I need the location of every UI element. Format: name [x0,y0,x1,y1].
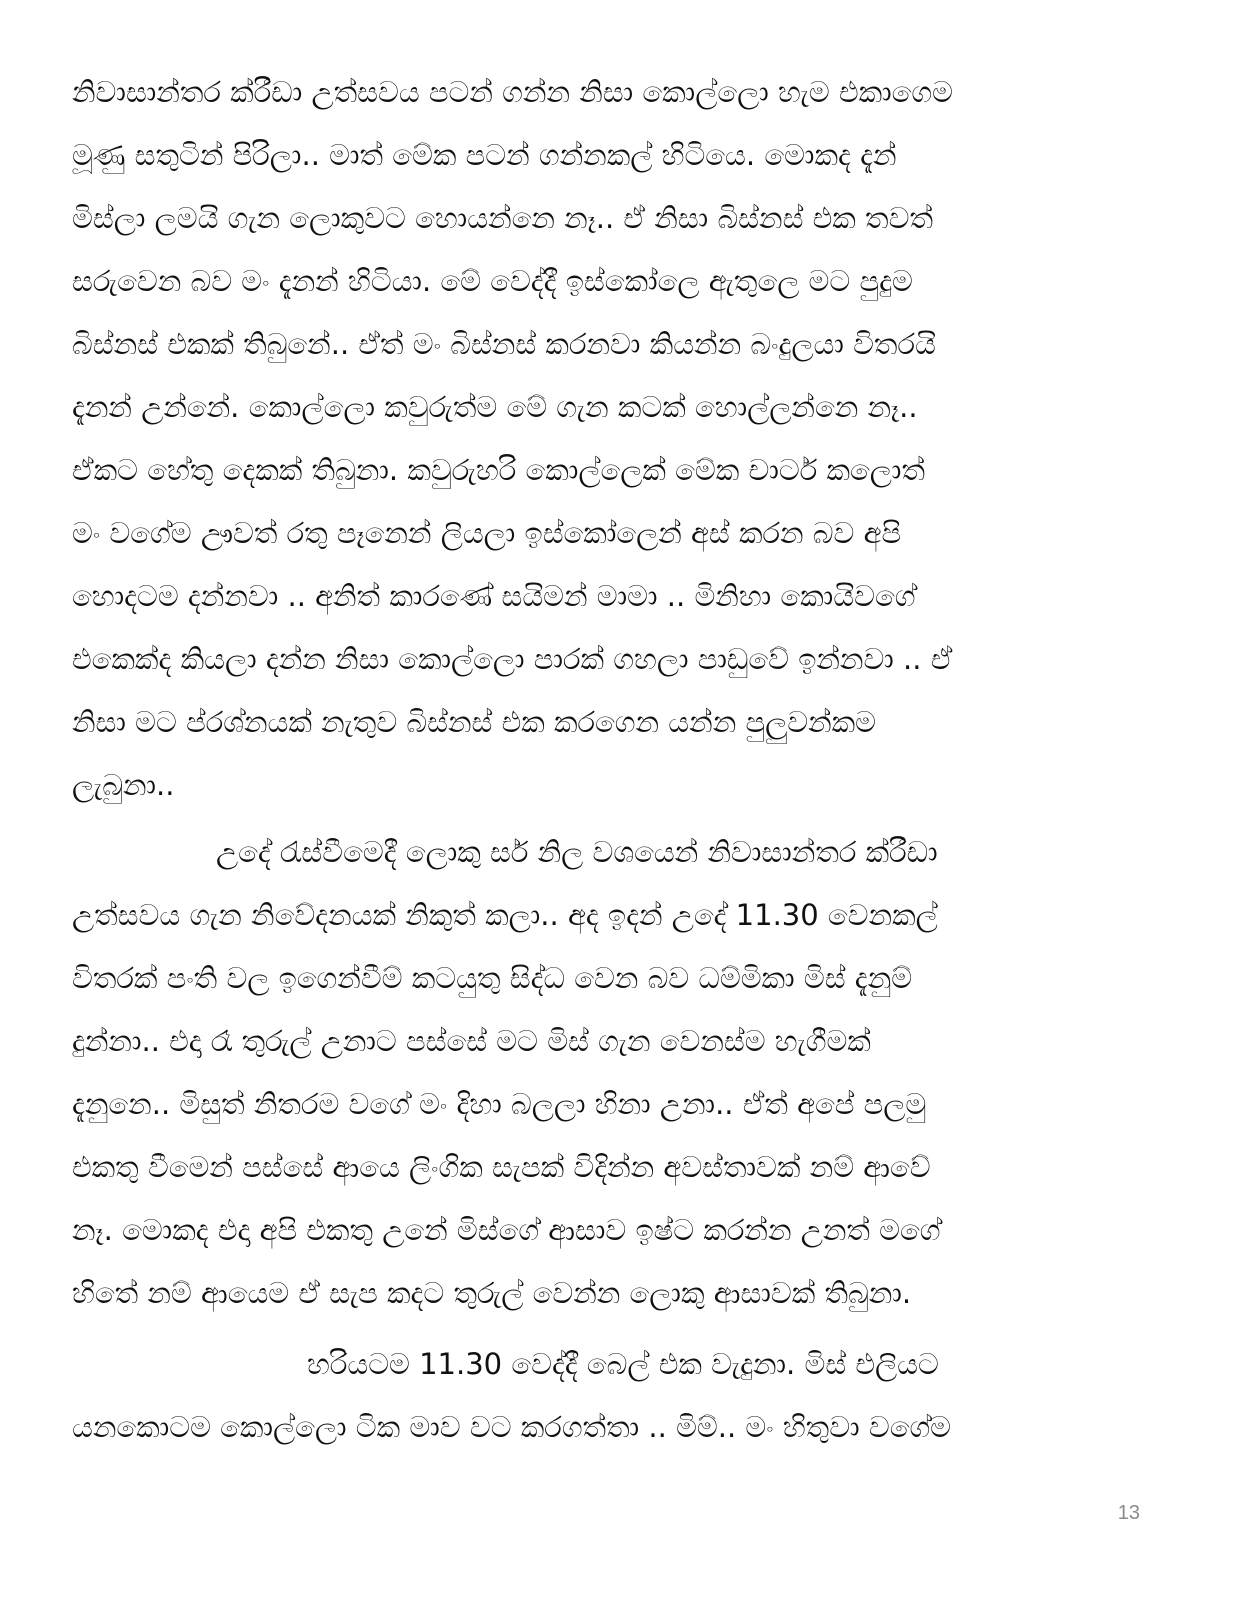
body-line-15: විතරක් පංති වල ඉගෙන්වීම් කටයුතු සිද්ධ වෙන බව ධම්මිකා මිස් දැනුම් [72,961,913,995]
body-line-19: නෑ. මොකද එදා අපි එකතු උනේ මිස්ගේ ආසාව ඉෂ්ට කරන්න උනත් මගේ [72,1213,941,1247]
body-line-22: යනකොටම කොල්ලො ටික මාව වට කරගත්තා .. මිම්.. මං හිතුවා වගේම [72,1410,952,1444]
body-line-4: සරුවෙන බව මං දැනන් හිටියා. මේ වෙද්දී ඉස්කෝලෙ ඇතුලෙ මට පුදුම [72,264,913,298]
body-line-5: බිස්නස් එකක් තිබුනේ.. ඒත් මං බිස්නස් කරනවා කියන්න බංදුලයා විතරයි [72,327,936,361]
body-line-3: මිස්ලා ලමයි ගැන ලොකුවට හොයන්නෙ නෑ.. ඒ නිසා බිස්නස් එක තවත් [72,201,933,235]
body-line-11: නිසා මට ප්රශ්නයක් නැතුව බිස්නස් එක කරගෙන යන්න පුලුවන්කම [72,705,877,739]
body-line-20: හිතේ නම් ආයෙම ඒ සැප කදට තුරුල් වෙන්න ලොකු ආසාවක් තිබුනා. [72,1276,912,1310]
body-line-16: දුන්නා.. එදා රෑ තුරුල් උනාට පස්සේ මට මිස් ගැන වෙනස්ම හැගීමක් [72,1024,871,1058]
page-number: 13 [1117,1502,1140,1524]
body-line-10: එකෙක්ද කියලා දන්න නිසා කොල්ලො පාරක් ගහලා පාඩුවේ ඉන්නවා .. ඒ [72,642,953,676]
body-line-12: ලැබුනා.. [72,768,175,802]
body-line-6: දැනන් උන්නේ. කොල්ලො කවුරුත්ම මේ ගැන කටක් හොල්ලන්නෙ නෑ.. [72,390,918,424]
body-line-1: නිවාසාන්තර ක්රීඩා උත්සවය පටන් ගන්න නිසා කොල්ලො හැම එකාගෙම [72,75,954,109]
body-line-2: මූණු සතුටින් පිරිලා.. මාත් මේක පටන් ගන්නකල් හිටියෙ. මොකද දැන් [72,138,897,172]
body-line-7: ඒකට හේතු දෙකක් තිබුනා. කවුරුහරි කොල්ලෙක් මේක චාටර් කලොත් [72,453,926,487]
body-line-18: එකතු වීමෙන් පස්සේ ආයෙ ලිංගික සැපක් විදින්න අවස්තාවක් නම් ආවේ [72,1150,931,1184]
body-line-21: හරියටම 11.30 වෙද්දී බෙල් එක වැදුනා. මිස් එලියට [307,1347,939,1381]
body-line-13: උදේ රැස්වීමෙදී ලොකු සර් නිල වශයෙන් නිවාසාන්තර ක්රීඩා [216,835,938,869]
body-line-14: උත්සවය ගැන නිවේදනයක් නිකුත් කලා.. අද ඉදන් උදේ 11.30 වෙනකල් [72,898,938,932]
body-line-17: දැනුනෙ.. මිසුත් නිතරම වගේ මං දිහා බලලා හිනා උනා.. ඒත් අපේ පලමු [72,1087,927,1121]
body-line-8: මං වගේම ඌවත් රතු පෑනෙන් ලියලා ඉස්කෝලෙන් අස් කරන බව අපි [72,516,902,550]
body-line-9: හොදටම දන්නවා .. අනිත් කාරණේ සයිමන් මාමා .. මිනිහා කොයිවගේ [72,579,916,613]
